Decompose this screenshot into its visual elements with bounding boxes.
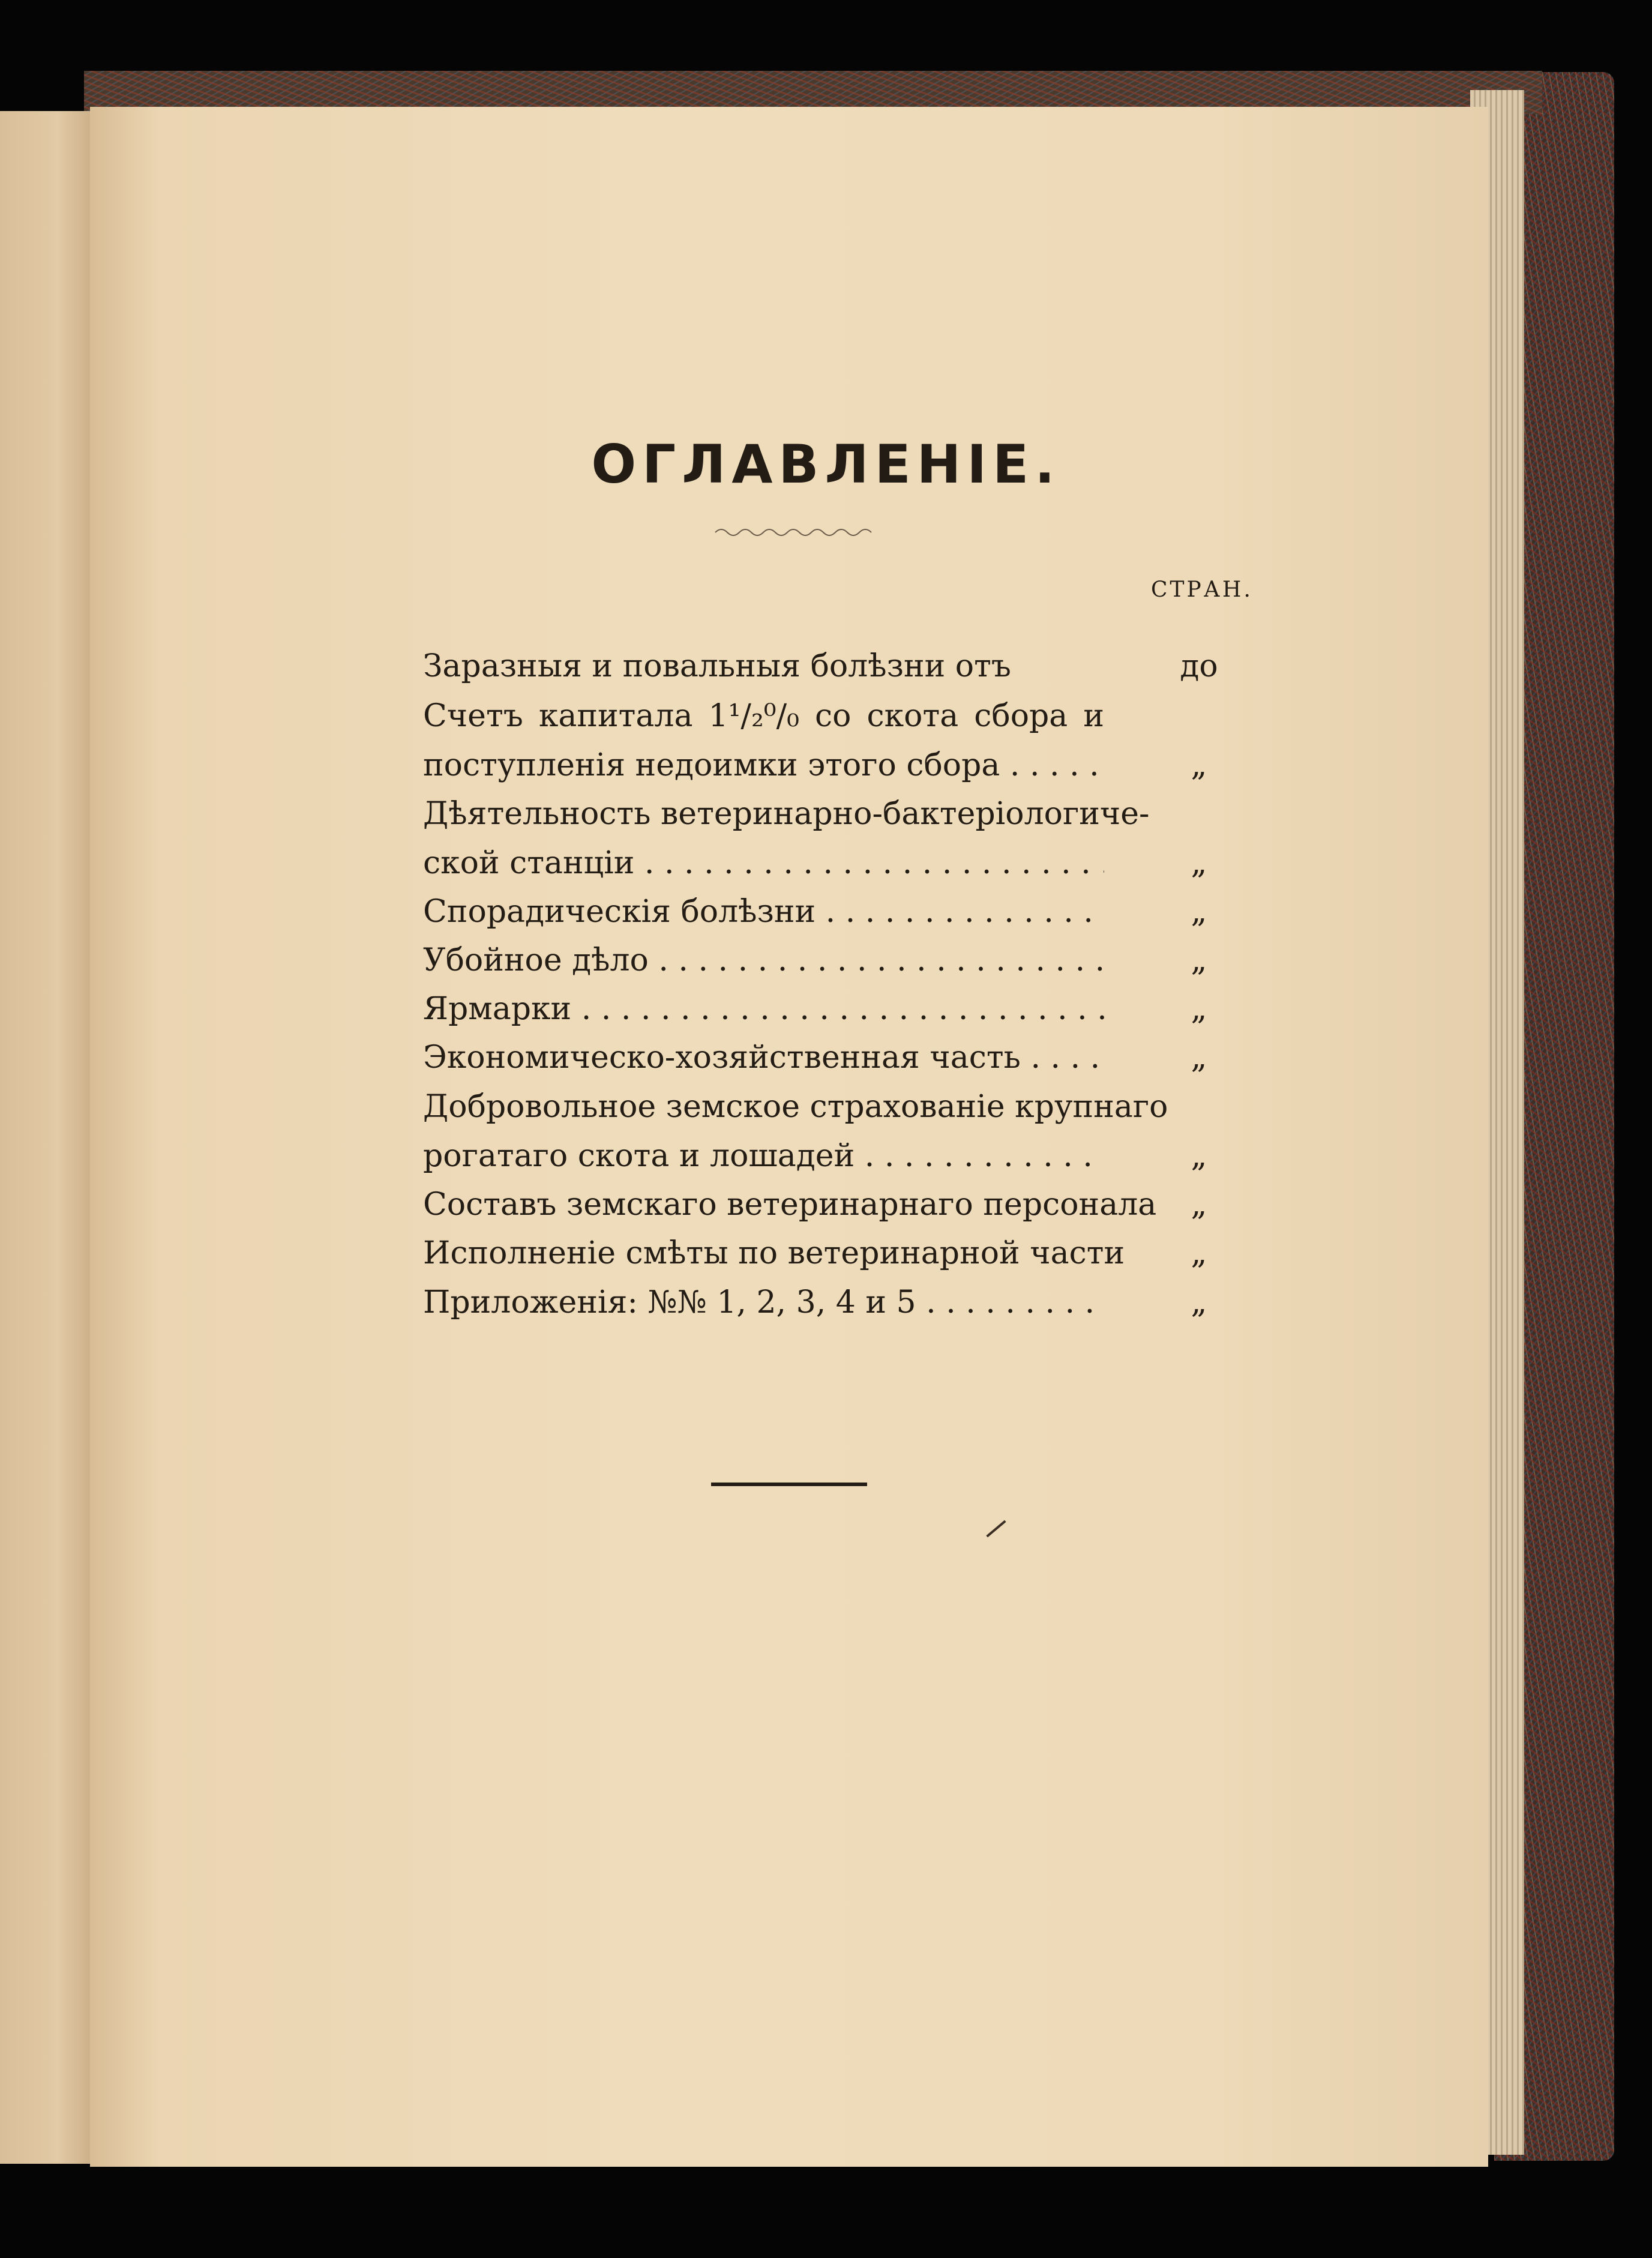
chapter-title: Исполненіе смѣты по ветеринарной части — [423, 1235, 1125, 1271]
page-separator: „ — [1191, 1284, 1207, 1320]
page-title: ОГЛАВЛЕНІЕ. — [591, 433, 1061, 495]
chapter-title-line-2: рогатаго скота и лошадей . . . — [423, 1138, 1104, 1174]
page-separator: до — [1180, 648, 1218, 684]
chapter-title: Убойное дѣло . . . — [423, 942, 1104, 978]
page-separator: „ — [1191, 1040, 1207, 1076]
pages-column-header: СТРАН. — [1151, 577, 1253, 602]
page-separator: „ — [1191, 747, 1207, 783]
chapter-title-line-2: ской станціи . . . — [423, 845, 1104, 881]
appendix-title: Приложенія: №№ 1, 2, 3, 4 и 5 . . . — [423, 1284, 1104, 1320]
page-separator: „ — [1191, 1138, 1207, 1174]
page-separator: „ — [1191, 1187, 1207, 1223]
chapter-title-line-1: Дѣятельность ветеринарно-бактеріологиче- — [423, 796, 1150, 832]
page-separator: „ — [1191, 1235, 1207, 1271]
chapter-title: Экономическо-хозяйственная часть . . . — [423, 1040, 1104, 1076]
chapter-title-line-1: Счетъ капитала 1¹/₂⁰/₀ со скота сбора и — [423, 698, 1104, 734]
chapter-title: Заразныя и повальныя болѣзни отъ — [423, 648, 1011, 684]
chapter-title: Ярмарки . . . — [423, 991, 1104, 1027]
page-separator: „ — [1191, 942, 1207, 978]
chapter-title: Составъ земскаго ветеринарнаго персонала — [423, 1187, 1157, 1223]
closing-rule — [711, 1483, 867, 1486]
chapter-title-line-2: поступленія недоимки этого сбора . . . — [423, 747, 1104, 783]
chapter-title-line-1: Добровольное земское страхованіе крупнаго — [423, 1089, 1168, 1125]
page-separator: „ — [1191, 991, 1207, 1027]
page-separator: „ — [1191, 845, 1207, 881]
chapter-title: Спорадическія болѣзни . . . — [423, 894, 1104, 930]
page-separator: „ — [1191, 894, 1207, 930]
